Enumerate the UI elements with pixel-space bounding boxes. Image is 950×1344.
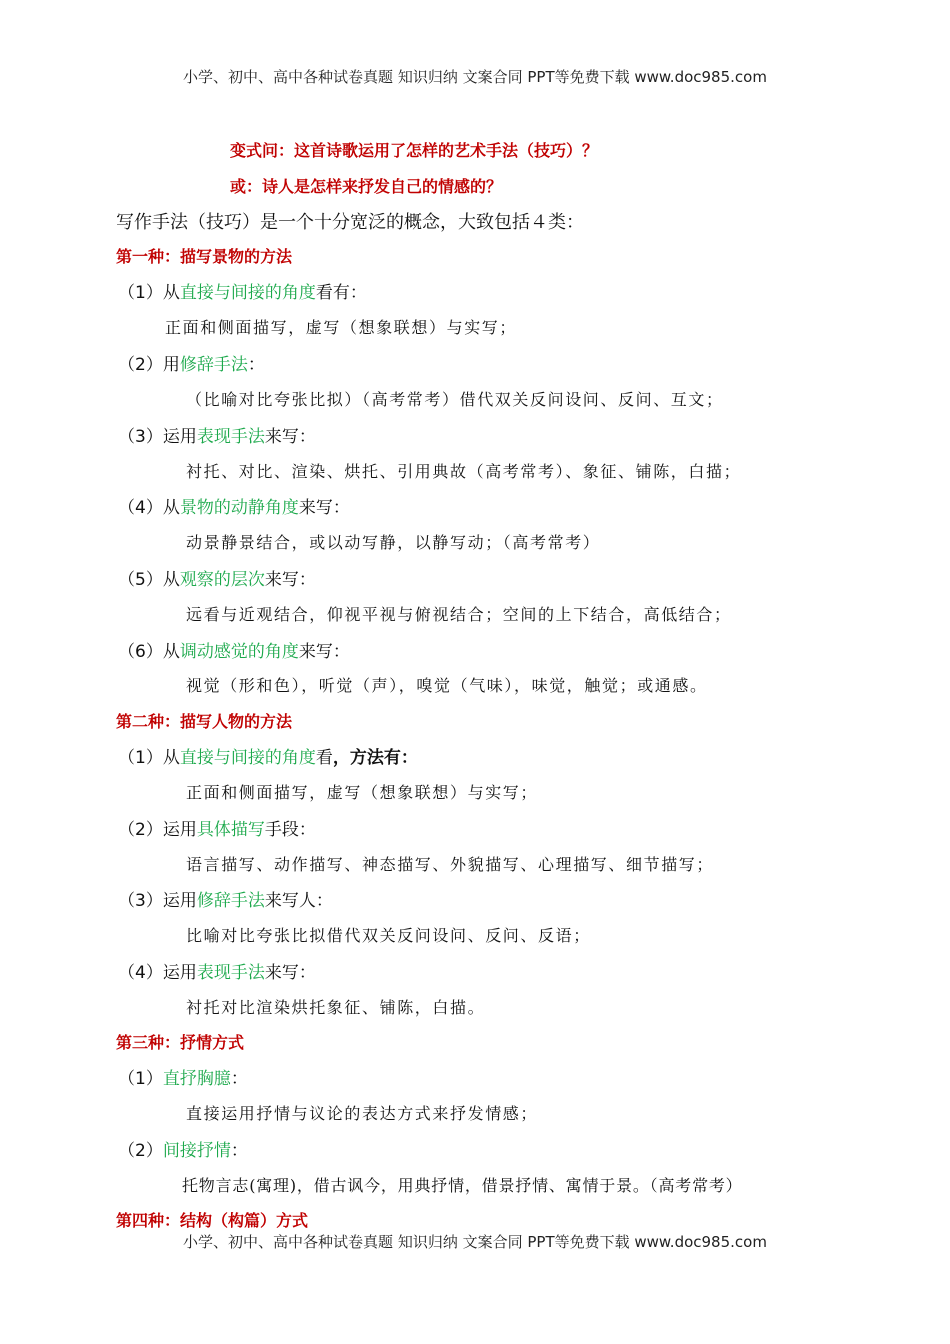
item-prefix: （3）运用 (118, 427, 197, 447)
s3-item-2-text: 托物言志(寓理)，借古讽今，用典抒情，借景抒情、寓情于景。（高考常考） (182, 1176, 743, 1195)
s2-item-4-text: 衬托对比渲染烘托象征、铺陈，白描。 (186, 998, 486, 1017)
item-prefix: （2）用 (118, 355, 180, 375)
item-suffix: 来写： (298, 642, 350, 662)
section-3-title: 第三种：抒情方式 (116, 1033, 245, 1052)
item-keyword: 景物的动静角度 (179, 498, 299, 518)
item-prefix: （6）从 (118, 642, 180, 662)
item-prefix: （2） (118, 1141, 163, 1161)
s1-item-4-text: 动景静景结合，或以动写静，以静写动；（高考常考） (186, 533, 601, 552)
s3-item-1-text: 直接运用抒情与议论的表达方式来抒发情感； (186, 1104, 539, 1123)
item-prefix: （4）从 (118, 498, 180, 518)
s2-item-1-text: 正面和侧面描写，虚写（想象联想）与实写； (186, 783, 539, 802)
item-suffix: 来写： (298, 498, 350, 518)
item-suffix: 看有： (315, 283, 367, 303)
s1-item-2-text: （比喻对比夸张比拟）（高考常考）借代双关反问设问、反问、互文； (186, 390, 724, 409)
section-1-title: 第一种：描写景物的方法 (116, 247, 293, 266)
s1-item-6-text: 视觉（形和色），听觉（声），嗅觉（气味），味觉，触觉；或通感。 (186, 676, 708, 695)
s1-item-1-text: 正面和侧面描写，虚写（想象联想）与实写； (165, 318, 518, 337)
item-prefix: （3）运用 (118, 891, 197, 911)
s2-item-4 (118, 958, 316, 983)
s1-item-5 (118, 565, 316, 590)
item-suffix-bold: ，方法有： (332, 748, 418, 768)
s1-item-2 (118, 350, 265, 375)
s3-item-2 (118, 1136, 248, 1161)
item-keyword: 表现手法 (196, 427, 265, 447)
s1-item-1 (118, 278, 367, 303)
s1-item-6 (118, 637, 350, 662)
page-footer: 小学、初中、高中各种试卷真题 知识归纳 文案合同 PPT等免费下载 www.doc985.com (183, 1233, 767, 1251)
item-suffix: 看 (315, 748, 333, 768)
item-prefix: （1）从 (118, 283, 180, 303)
item-keyword: 直抒胸臆 (162, 1069, 231, 1089)
intro-text: 写作手法（技巧）是一个十分宽泛的概念，大致包括４类： (116, 212, 584, 233)
item-suffix: 来写： (264, 963, 316, 983)
question-alternative: 或：诗人是怎样来抒发自己的情感的？ (230, 177, 503, 196)
item-prefix: （1）从 (118, 748, 180, 768)
s1-item-4 (118, 493, 350, 518)
s3-item-1 (118, 1064, 248, 1089)
s2-item-3-text: 比喻对比夸张比拟借代双关反问设问、反问、反语； (186, 926, 591, 945)
item-keyword: 直接与间接的角度 (179, 748, 316, 768)
s2-item-1 (118, 743, 418, 768)
item-prefix: （4）运用 (118, 963, 197, 983)
item-suffix: 手段： (264, 820, 316, 840)
item-suffix: ： (230, 1069, 248, 1089)
item-prefix: （2）运用 (118, 820, 197, 840)
item-suffix: ： (230, 1141, 248, 1161)
s1-item-3 (118, 422, 316, 447)
item-keyword: 观察的层次 (179, 570, 265, 590)
s2-item-3 (118, 886, 333, 911)
item-keyword: 表现手法 (196, 963, 265, 983)
item-keyword: 修辞手法 (196, 891, 265, 911)
item-suffix: 来写人： (264, 891, 333, 911)
item-keyword: 间接抒情 (162, 1141, 231, 1161)
s2-item-2 (118, 815, 316, 840)
item-keyword: 直接与间接的角度 (179, 283, 316, 303)
item-keyword: 调动感觉的角度 (179, 642, 299, 662)
item-keyword: 具体描写 (196, 820, 265, 840)
item-prefix: （5）从 (118, 570, 180, 590)
item-keyword: 修辞手法 (179, 355, 248, 375)
item-suffix: 来写： (264, 570, 316, 590)
item-suffix: ： (247, 355, 265, 375)
question-variant: 变式问：这首诗歌运用了怎样的艺术手法（技巧）？ (230, 141, 599, 160)
s1-item-5-text: 远看与近观结合，仰视平视与俯视结合；空间的上下结合，高低结合； (186, 605, 732, 624)
item-prefix: （1） (118, 1069, 163, 1089)
section-2-title: 第二种：描写人物的方法 (116, 712, 293, 731)
s2-item-2-text: 语言描写、动作描写、神态描写、外貌描写、心理描写、细节描写； (186, 855, 715, 874)
page-header: 小学、初中、高中各种试卷真题 知识归纳 文案合同 PPT等免费下载 www.doc985.com (183, 68, 767, 86)
section-4-title: 第四种：结构（构篇）方式 (116, 1211, 309, 1230)
s1-item-3-text: 衬托、对比、渲染、烘托、引用典故（高考常考）、象征、铺陈，白描； (186, 462, 742, 481)
item-suffix: 来写： (264, 427, 316, 447)
